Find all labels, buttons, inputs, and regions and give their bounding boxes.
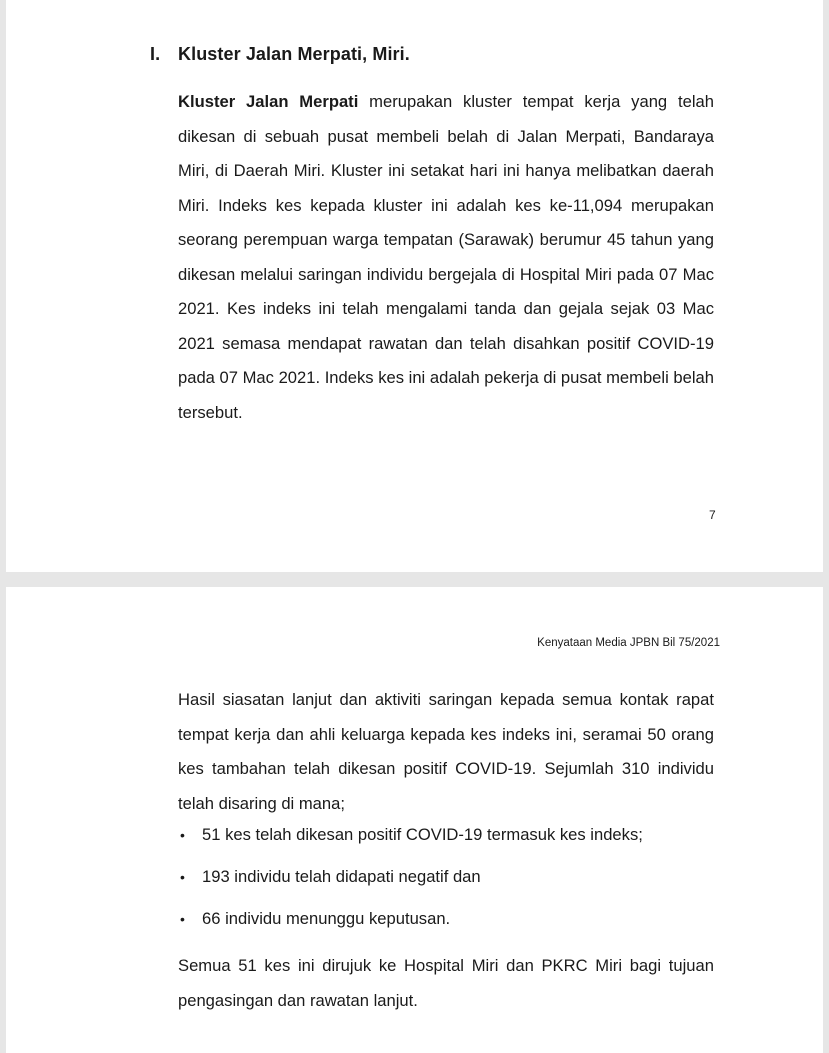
list-item-text: 66 individu menunggu keputusan. [202, 909, 451, 928]
list-item [178, 862, 718, 904]
section-heading [150, 44, 410, 65]
investigation-paragraph: Hasil siasatan lanjut dan aktiviti saringan kepada semua kontak rapat tempat kerja dan ahli keluarga kepada kes indeks ini, seramai 50 orang kes tambahan telah dikesan positif COVID-19. Sejumlah 310 individu telah disaring di mana; [178, 690, 714, 813]
bullet-icon: • [180, 869, 185, 885]
section-title: Kluster Jalan Merpati, Miri. [178, 44, 410, 64]
cluster-name-bold: Kluster Jalan Merpati [178, 92, 359, 111]
screening-results-list [178, 820, 718, 946]
document-page-8 [6, 587, 823, 1053]
cluster-description-paragraph [178, 85, 714, 430]
document-page-7 [6, 0, 823, 572]
list-item-text: 193 individu telah didapati negatif dan [202, 867, 481, 886]
list-item [178, 820, 718, 862]
closing-paragraph: Semua 51 kes ini dirujuk ke Hospital Miri dan PKRC Miri bagi tujuan pengasingan dan rawatan lanjut. [178, 956, 714, 1010]
list-item [178, 904, 718, 946]
list-item-text: 51 kes telah dikesan positif COVID-19 termasuk kes indeks; [202, 825, 643, 844]
page-number: 7 [709, 508, 716, 522]
bullet-icon: • [180, 911, 185, 927]
bullet-icon: • [180, 827, 185, 843]
section-number: I. [150, 44, 161, 64]
page-header: Kenyataan Media JPBN Bil 75/2021 [537, 637, 720, 649]
cluster-description-text: merupakan kluster tempat kerja yang telah dikesan di sebuah pusat membeli belah di Jalan Merpati, Bandaraya Miri, di Daerah Miri. Kluster ini setakat hari ini hanya melibatkan daerah Miri. Indeks kes kepada kluster ini adalah kes ke-11,094 merupakan seorang perempuan warga tempatan (Sarawak) berumur 45 tahun yang dikesan melalui saringan individu bergejala di Hospital Miri pada 07 Mac 2021. Kes indeks ini telah mengalami tanda dan gejala sejak 03 Mac 2021 semasa mendapat rawatan dan telah disahkan positif COVID-19 pada 07 Mac 2021. Indeks kes ini adalah pekerja di pusat membeli belah tersebut. [178, 92, 714, 422]
